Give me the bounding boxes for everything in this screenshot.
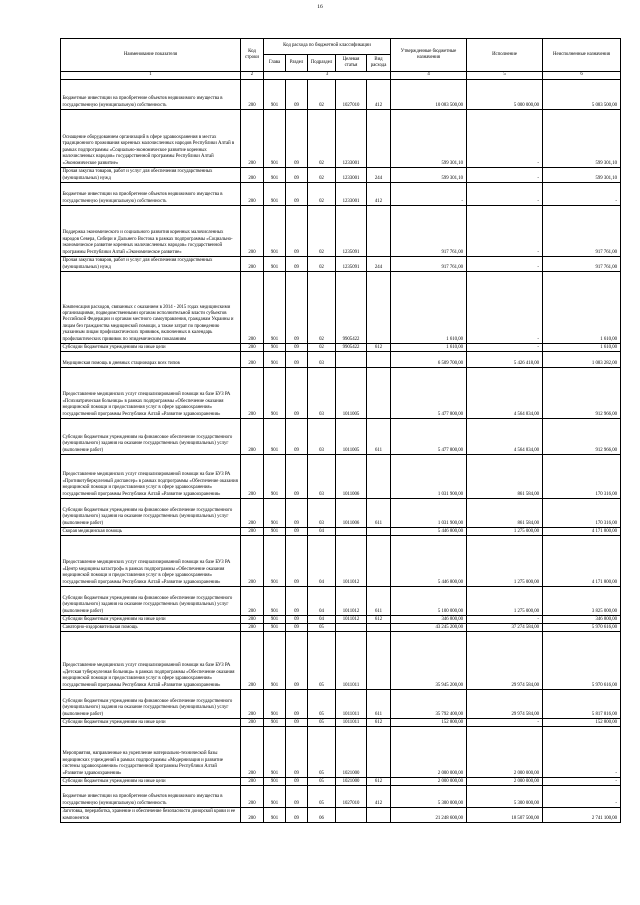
row-razdel: 09 — [286, 206, 308, 257]
row-glava: 901 — [264, 455, 286, 499]
row-podrazdel: 05 — [308, 690, 336, 719]
row-name: Компенсация расходов, связанных с оказанием в 2014 - 2015 годах медицинскими организациями, подведомственными органам исполнительной власти субъектов Российской Федерации и органам местного самоуправления, гражданам Украины и лицам без гражданства медицинской помощи, а также затрат по проведению указанным лицам профилактических прививок, включенных в календарь профилактических прививок по эпидемическим показаниям — [61, 272, 241, 344]
row-podrazdel: 04 — [308, 536, 336, 587]
row-razdel: 09 — [286, 624, 308, 632]
row-razdel: 09 — [286, 168, 308, 183]
row-name: Предоставление медицинских услуг специализированной помощи на базе БУЗ РА «Психиатрическая больница» в рамках подпрограммы «Обеспечение оказания медицинской помощи и предоставления услуг в сфере здравоохранения» государственной программы Республики Алтай «Развитие здравоохранения» — [61, 368, 241, 419]
row-podrazdel: 02 — [308, 110, 336, 168]
row-name: Предоставление медицинских услуг специализированной помощи на базе БУЗ РА «Центр медицины катастроф» в рамках подпрограммы «Обеспечение оказания медицинской помощи и предоставления услуг в сфере здравоохранения» государственной программы Республики Алтай «Развитие здравоохранения» — [61, 536, 241, 587]
row-csr: 1011011 — [336, 719, 367, 727]
row-code: 200 — [241, 690, 264, 719]
row-executed: 1 275 000,00 — [467, 528, 543, 536]
row-podrazdel: 02 — [308, 168, 336, 183]
row-code: 200 — [241, 587, 264, 616]
table-row — [61, 272, 621, 344]
row-approved: 43 245 200,00 — [391, 624, 467, 632]
row-glava: 901 — [264, 257, 286, 272]
row-code: 200 — [241, 257, 264, 272]
row-approved: 599 301,10 — [391, 168, 467, 183]
row-code: 200 — [241, 719, 264, 727]
row-podrazdel: 04 — [308, 528, 336, 536]
row-csr: 1233001 — [336, 183, 367, 206]
row-razdel: 09 — [286, 344, 308, 352]
row-unexecuted: 599 301,10 — [543, 168, 621, 183]
row-glava: 901 — [264, 690, 286, 719]
table-row — [61, 616, 621, 624]
row-glava: 901 — [264, 110, 286, 168]
table-row — [61, 632, 621, 690]
row-unexecuted: 1 610,00 — [543, 344, 621, 352]
row-executed: - — [467, 110, 543, 168]
row-glava: 901 — [264, 206, 286, 257]
row-csr: 1011005 — [336, 419, 367, 455]
row-csr: 1011006 — [336, 499, 367, 528]
row-vr — [367, 455, 391, 499]
row-executed: 18 507 500,00 — [467, 808, 543, 823]
row-executed: - — [467, 168, 543, 183]
column-number: 5 — [467, 72, 543, 80]
row-glava: 901 — [264, 719, 286, 727]
row-vr — [367, 536, 391, 587]
header-razdel: Раздел — [286, 55, 308, 72]
header-name: Наименование показателя — [61, 39, 241, 72]
row-executed: 5 300 000,00 — [467, 786, 543, 808]
row-glava: 901 — [264, 786, 286, 808]
row-name: Субсидии бюджетным учреждениям на финансовое обеспечение государственного (муниципального) задания на оказание государственных (муниципальных) услуг (выполнение работ) — [61, 499, 241, 528]
row-vr — [367, 206, 391, 257]
row-glava: 901 — [264, 499, 286, 528]
row-executed: 5 426 418,00 — [467, 352, 543, 368]
row-code: 200 — [241, 727, 264, 778]
row-glava: 901 — [264, 419, 286, 455]
row-executed: - — [467, 206, 543, 257]
row-executed: 4 564 834,00 — [467, 419, 543, 455]
row-unexecuted: 4 171 800,00 — [543, 536, 621, 587]
table-row — [61, 110, 621, 168]
row-csr: 1021000 — [336, 778, 367, 786]
row-approved: 2 000 000,00 — [391, 778, 467, 786]
row-code: 200 — [241, 616, 264, 624]
table-row — [61, 808, 621, 823]
row-podrazdel: 03 — [308, 499, 336, 528]
row-vr: 612 — [367, 616, 391, 624]
row-podrazdel: 03 — [308, 368, 336, 419]
row-csr: 1027010 — [336, 786, 367, 808]
table-row — [61, 368, 621, 419]
row-name: Заготовка, переработка, хранение и обеспечение безопасности донорской крови и ее компонентов — [61, 808, 241, 823]
row-vr: 612 — [367, 344, 391, 352]
row-vr — [367, 352, 391, 368]
row-name: Поддержка экономического и социального развития коренных малочисленных народов Севера, Сибири и Дальнего Востока в рамках подпрограммы «Социально-экономическое развитие коренных малочисленных народов» государственной программы Республики Алтай «Экономическое развитие» — [61, 206, 241, 257]
table-row — [61, 499, 621, 528]
row-razdel: 09 — [286, 183, 308, 206]
row-vr: 412 — [367, 786, 391, 808]
row-approved: 21 248 600,00 — [391, 808, 467, 823]
row-razdel: 09 — [286, 419, 308, 455]
row-code: 200 — [241, 110, 264, 168]
row-vr: 412 — [367, 183, 391, 206]
column-number: 1 — [61, 72, 241, 80]
row-glava: 901 — [264, 344, 286, 352]
row-code: 200 — [241, 499, 264, 528]
row-podrazdel: 05 — [308, 719, 336, 727]
table-row — [61, 419, 621, 455]
table-row — [61, 455, 621, 499]
row-csr: 1011012 — [336, 587, 367, 616]
row-code: 200 — [241, 368, 264, 419]
row-csr: 9905422 — [336, 344, 367, 352]
table-row — [61, 778, 621, 786]
row-podrazdel: 03 — [308, 455, 336, 499]
row-approved: 5 100 000,00 — [391, 587, 467, 616]
row-csr — [336, 808, 367, 823]
row-name: Бюджетные инвестиции на приобретение объектов недвижимого имущества в государственную (муниципальную) собственность — [61, 80, 241, 110]
header-csr: Целевая статья — [336, 55, 367, 72]
row-code: 200 — [241, 183, 264, 206]
row-approved: 917 761,00 — [391, 206, 467, 257]
row-podrazdel: 06 — [308, 808, 336, 823]
row-unexecuted: - — [543, 786, 621, 808]
row-name: Медицинская помощь в дневных стационарах всех типов — [61, 352, 241, 368]
row-unexecuted: 2 741 100,00 — [543, 808, 621, 823]
row-podrazdel: 03 — [308, 419, 336, 455]
row-razdel: 09 — [286, 455, 308, 499]
row-vr: 611 — [367, 419, 391, 455]
table-row — [61, 206, 621, 257]
row-vr: 244 — [367, 168, 391, 183]
row-name: Бюджетные инвестиции на приобретение объектов недвижимого имущества в государственную (муниципальную) собственность — [61, 183, 241, 206]
row-code: 200 — [241, 536, 264, 587]
row-unexecuted: 1 083 282,00 — [543, 352, 621, 368]
row-csr: 1235091 — [336, 257, 367, 272]
row-glava: 901 — [264, 808, 286, 823]
row-approved: 2 000 000,00 — [391, 727, 467, 778]
row-csr: 1011012 — [336, 616, 367, 624]
row-unexecuted: 5 970 616,00 — [543, 632, 621, 690]
row-code: 200 — [241, 455, 264, 499]
row-vr — [367, 272, 391, 344]
row-csr: 1011005 — [336, 368, 367, 419]
column-number: 4 — [391, 72, 467, 80]
row-csr — [336, 528, 367, 536]
row-csr: 1027010 — [336, 80, 367, 110]
table-row — [61, 587, 621, 616]
row-unexecuted: - — [543, 778, 621, 786]
row-unexecuted: 152 800,00 — [543, 719, 621, 727]
table-row — [61, 727, 621, 778]
row-name: Прочая закупка товаров, работ и услуг для обеспечения государственных (муниципальных) нужд — [61, 257, 241, 272]
row-executed: 29 974 584,00 — [467, 632, 543, 690]
row-executed: 29 974 584,00 — [467, 690, 543, 719]
row-unexecuted: 912 966,00 — [543, 368, 621, 419]
row-executed: 861 584,00 — [467, 455, 543, 499]
row-razdel: 09 — [286, 272, 308, 344]
row-name: Скорая медицинская помощь — [61, 528, 241, 536]
table-row — [61, 183, 621, 206]
row-vr: 611 — [367, 587, 391, 616]
row-unexecuted: - — [543, 727, 621, 778]
row-podrazdel: 02 — [308, 80, 336, 110]
row-vr — [367, 632, 391, 690]
row-podrazdel: 02 — [308, 344, 336, 352]
row-razdel: 09 — [286, 786, 308, 808]
header-unexecuted: Неисполненные назначения — [543, 39, 621, 72]
table-row — [61, 257, 621, 272]
row-unexecuted: 346 800,00 — [543, 616, 621, 624]
row-approved: 10 083 500,00 — [391, 80, 467, 110]
row-approved: 5 477 800,00 — [391, 368, 467, 419]
header-vr: Вид расхода — [367, 55, 391, 72]
row-csr: 1021000 — [336, 727, 367, 778]
row-approved: 5 477 800,00 — [391, 419, 467, 455]
row-executed: 861 584,00 — [467, 499, 543, 528]
row-unexecuted: 170 316,00 — [543, 499, 621, 528]
row-razdel: 09 — [286, 587, 308, 616]
row-name: Мероприятия, направленные на укрепление материально-технической базы медицинских учреждений в рамках подпрограммы «Модернизация и развитие системы здравоохранения» государственной программы Республики Алтай «Развитие здравоохранения» — [61, 727, 241, 778]
header-approved: Утвержденные бюджетные назначения — [391, 39, 467, 72]
table-row — [61, 80, 621, 110]
table-row — [61, 352, 621, 368]
header-kod-stroki: Код строки — [241, 39, 264, 72]
row-code: 200 — [241, 344, 264, 352]
row-glava: 901 — [264, 616, 286, 624]
row-razdel: 09 — [286, 536, 308, 587]
row-code: 200 — [241, 808, 264, 823]
row-code: 200 — [241, 352, 264, 368]
row-name: Субсидии бюджетным учреждениям на финансовое обеспечение государственного (муниципального) задания на оказание государственных (муниципальных) услуг (выполнение работ) — [61, 419, 241, 455]
row-unexecuted: 5 083 500,00 — [543, 80, 621, 110]
row-podrazdel: 02 — [308, 206, 336, 257]
row-code: 200 — [241, 168, 264, 183]
table-row — [61, 168, 621, 183]
row-glava: 901 — [264, 352, 286, 368]
row-code: 200 — [241, 272, 264, 344]
page-number: 16 — [317, 4, 323, 10]
row-code: 200 — [241, 786, 264, 808]
row-executed: 37 274 584,00 — [467, 624, 543, 632]
row-executed: 2 000 000,00 — [467, 778, 543, 786]
row-unexecuted: 1 610,00 — [543, 272, 621, 344]
row-unexecuted: - — [543, 183, 621, 206]
row-executed: 1 275 000,00 — [467, 536, 543, 587]
row-glava: 901 — [264, 587, 286, 616]
row-csr: 1011011 — [336, 632, 367, 690]
row-unexecuted: 917 761,00 — [543, 206, 621, 257]
row-executed: - — [467, 272, 543, 344]
budget-execution-table — [60, 38, 621, 823]
table-row — [61, 624, 621, 632]
row-executed: 1 275 000,00 — [467, 587, 543, 616]
header-executed: Исполнение — [467, 39, 543, 72]
row-podrazdel: 05 — [308, 632, 336, 690]
row-razdel: 09 — [286, 368, 308, 419]
row-podrazdel: 04 — [308, 587, 336, 616]
row-vr: 244 — [367, 257, 391, 272]
row-vr — [367, 368, 391, 419]
row-csr: 1233001 — [336, 168, 367, 183]
row-podrazdel: 02 — [308, 183, 336, 206]
row-csr: 1011006 — [336, 455, 367, 499]
row-glava: 901 — [264, 778, 286, 786]
row-razdel: 09 — [286, 257, 308, 272]
header-glava: Глава — [264, 55, 286, 72]
row-podrazdel: 05 — [308, 624, 336, 632]
row-razdel: 09 — [286, 727, 308, 778]
row-podrazdel: 05 — [308, 786, 336, 808]
row-code: 200 — [241, 624, 264, 632]
row-name: Предоставление медицинских услуг специализированной помощи на базе БУЗ РА «Противотуберкулезный диспансер» в рамках подпрограммы «Обеспечение оказания медицинской помощи и предоставления услуг в сфере здравоохранения» государственной программы Республики Алтай «Развитие здравоохранения» — [61, 455, 241, 499]
row-code: 200 — [241, 206, 264, 257]
row-unexecuted: 4 171 800,00 — [543, 528, 621, 536]
row-vr — [367, 808, 391, 823]
row-approved: 35 792 400,00 — [391, 690, 467, 719]
row-approved: 1 610,00 — [391, 272, 467, 344]
row-approved: 1 031 900,00 — [391, 455, 467, 499]
row-executed: 5 000 000,00 — [467, 80, 543, 110]
row-vr — [367, 624, 391, 632]
table-row — [61, 344, 621, 352]
row-name: Субсидии бюджетным учреждениям на иные цели — [61, 616, 241, 624]
row-approved: 1 031 900,00 — [391, 499, 467, 528]
row-csr: 1233001 — [336, 110, 367, 168]
row-approved: 6 509 700,00 — [391, 352, 467, 368]
table-row — [61, 719, 621, 727]
row-vr: 612 — [367, 778, 391, 786]
row-approved: 35 945 200,00 — [391, 632, 467, 690]
row-name: Оснащение оборудованием организаций в сфере здравоохранения в местах традиционного проживания коренных малочисленных народов Республики Алтай в рамках подпрограммы «Социально-экономическое развитие коренных малочисленных народов» государственной программы Республики Алтай «Экономическое развитие» — [61, 110, 241, 168]
row-razdel: 09 — [286, 499, 308, 528]
row-unexecuted: 912 966,00 — [543, 419, 621, 455]
row-name: Субсидии бюджетным учреждениям на иные цели — [61, 344, 241, 352]
row-executed: - — [467, 257, 543, 272]
row-podrazdel: 04 — [308, 616, 336, 624]
row-razdel: 09 — [286, 528, 308, 536]
row-code: 200 — [241, 528, 264, 536]
row-name: Предоставление медицинских услуг специализированной помощи на базе БУЗ РА «Детская туберкулезная больница» в рамках подпрограммы «Обеспечение оказания медицинской помощи и предоставления услуг в сфере здравоохранения» государственной программы Республики Алтай «Развитие здравоохранения» — [61, 632, 241, 690]
row-csr: 1011011 — [336, 690, 367, 719]
row-vr: 611 — [367, 499, 391, 528]
row-approved: - — [391, 183, 467, 206]
row-glava: 901 — [264, 368, 286, 419]
row-executed: - — [467, 344, 543, 352]
row-csr: 9905422 — [336, 272, 367, 344]
row-name: Прочая закупка товаров, работ и услуг для обеспечения государственных (муниципальных) нужд — [61, 168, 241, 183]
row-executed: - — [467, 183, 543, 206]
row-code: 200 — [241, 632, 264, 690]
row-razdel: 09 — [286, 690, 308, 719]
table-row — [61, 786, 621, 808]
row-name: Бюджетные инвестиции на приобретение объектов недвижимого имущества в государственную (муниципальную) собственность — [61, 786, 241, 808]
row-vr: 612 — [367, 719, 391, 727]
row-unexecuted: 5 817 816,00 — [543, 690, 621, 719]
row-vr: 412 — [367, 80, 391, 110]
row-unexecuted: 599 301,10 — [543, 110, 621, 168]
table-row — [61, 536, 621, 587]
row-glava: 901 — [264, 624, 286, 632]
column-number: 3 — [264, 72, 391, 80]
row-glava: 901 — [264, 632, 286, 690]
row-unexecuted: 917 761,00 — [543, 257, 621, 272]
row-podrazdel: 02 — [308, 257, 336, 272]
row-code: 200 — [241, 80, 264, 110]
row-podrazdel: 02 — [308, 272, 336, 344]
row-approved: 5 300 000,00 — [391, 786, 467, 808]
row-glava: 901 — [264, 183, 286, 206]
row-executed: 4 564 834,00 — [467, 368, 543, 419]
row-unexecuted: 3 825 000,00 — [543, 587, 621, 616]
row-vr — [367, 727, 391, 778]
row-razdel: 09 — [286, 80, 308, 110]
table-row — [61, 690, 621, 719]
row-csr: 1011012 — [336, 536, 367, 587]
row-executed: - — [467, 616, 543, 624]
row-approved: 917 761,00 — [391, 257, 467, 272]
row-glava: 901 — [264, 536, 286, 587]
row-approved: 5 446 800,00 — [391, 528, 467, 536]
row-razdel: 09 — [286, 808, 308, 823]
column-number: 6 — [543, 72, 621, 80]
row-approved: 599 301,10 — [391, 110, 467, 168]
row-csr: 1235091 — [336, 206, 367, 257]
row-name: Субсидии бюджетным учреждениям на финансовое обеспечение государственного (муниципального) задания на оказание государственных (муниципальных) услуг (выполнение работ) — [61, 690, 241, 719]
row-code: 200 — [241, 419, 264, 455]
table-row — [61, 528, 621, 536]
row-name: Субсидии бюджетным учреждениям на иные цели — [61, 719, 241, 727]
row-name: Субсидии бюджетным учреждениям на иные цели — [61, 778, 241, 786]
row-approved: 346 800,00 — [391, 616, 467, 624]
row-name: Санаторно-оздоровительная помощь — [61, 624, 241, 632]
row-podrazdel: 05 — [308, 778, 336, 786]
row-glava: 901 — [264, 272, 286, 344]
row-glava: 901 — [264, 727, 286, 778]
row-unexecuted: 5 970 616,00 — [543, 624, 621, 632]
row-vr — [367, 528, 391, 536]
row-podrazdel: 03 — [308, 352, 336, 368]
row-executed: 2 000 000,00 — [467, 727, 543, 778]
header-classification: Код расхода по бюджетной классификации — [264, 39, 391, 55]
row-razdel: 09 — [286, 110, 308, 168]
row-approved: 5 446 800,00 — [391, 536, 467, 587]
row-razdel: 09 — [286, 616, 308, 624]
row-vr — [367, 110, 391, 168]
row-glava: 901 — [264, 80, 286, 110]
row-razdel: 09 — [286, 778, 308, 786]
row-code: 200 — [241, 778, 264, 786]
row-podrazdel: 05 — [308, 727, 336, 778]
row-approved: 152 800,00 — [391, 719, 467, 727]
column-number: 2 — [241, 72, 264, 80]
header-podrazdel: Подраздел — [308, 55, 336, 72]
row-razdel: 09 — [286, 719, 308, 727]
row-executed: - — [467, 719, 543, 727]
row-razdel: 09 — [286, 632, 308, 690]
row-razdel: 09 — [286, 352, 308, 368]
row-csr — [336, 352, 367, 368]
row-csr — [336, 624, 367, 632]
row-glava: 901 — [264, 168, 286, 183]
row-vr: 611 — [367, 690, 391, 719]
row-approved: 1 610,00 — [391, 344, 467, 352]
row-unexecuted: 170 316,00 — [543, 455, 621, 499]
row-glava: 901 — [264, 528, 286, 536]
row-name: Субсидии бюджетным учреждениям на финансовое обеспечение государственного (муниципального) задания на оказание государственных (муниципальных) услуг (выполнение работ) — [61, 587, 241, 616]
